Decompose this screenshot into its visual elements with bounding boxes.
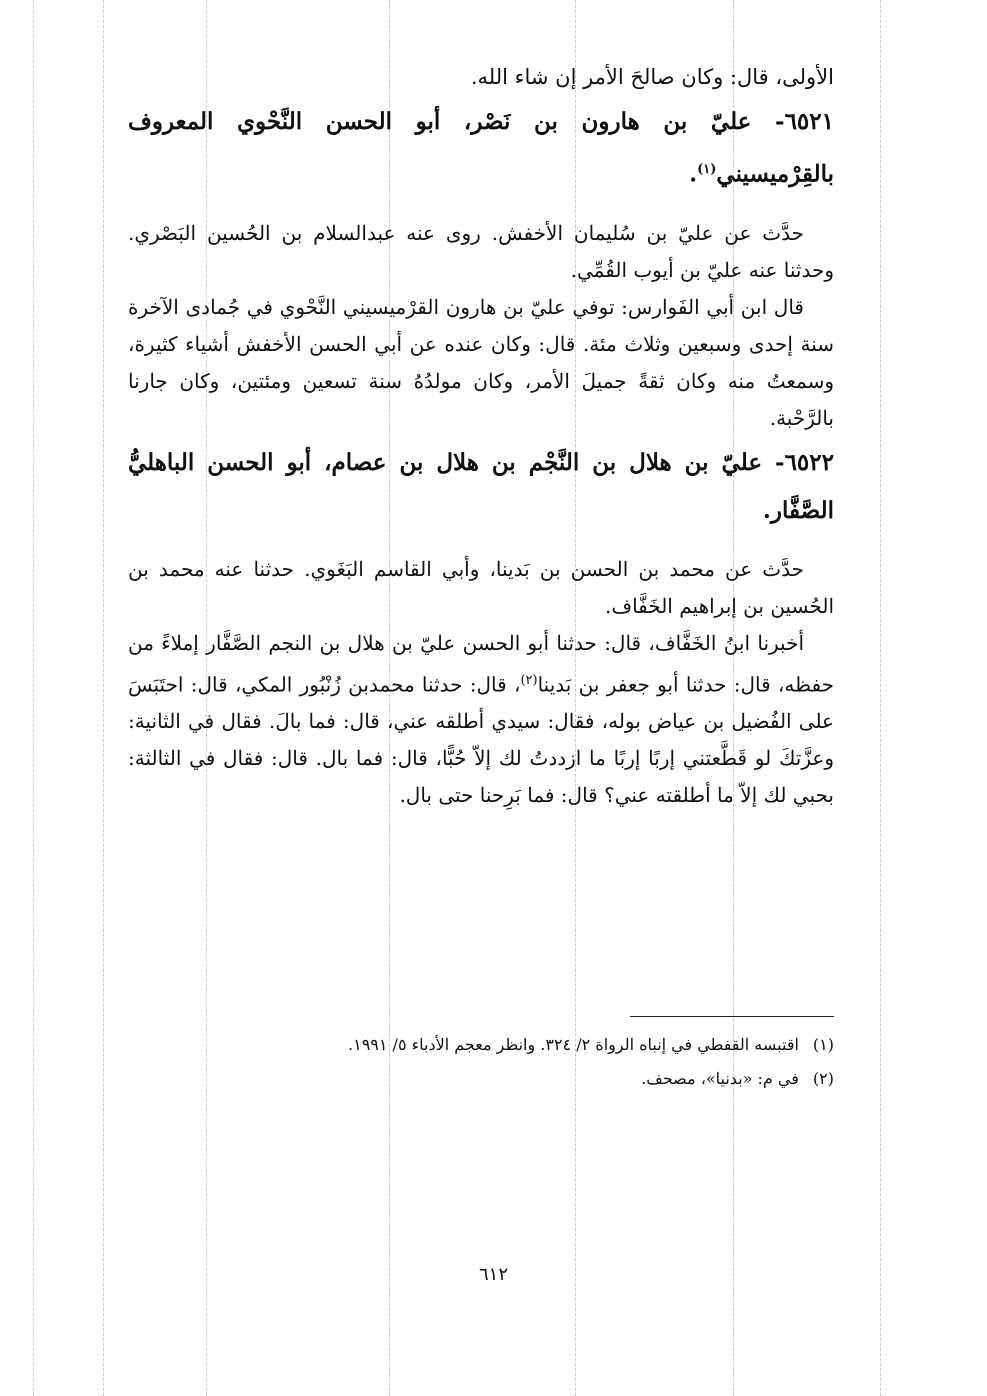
footnotes [128,1028,834,1096]
footnote-ref: (١) [697,162,717,177]
scan-guide-line [103,0,104,1396]
paragraph: حدَّث عن محمد بن الحسن بن بَدينا، وأبي القاسم البَغَوي. حدثنا عنه محمد بن الحُسين بن إبراهيم الخَفَّاف. [128,556,834,618]
footnote-ref: (٢) [520,672,538,688]
footnote-divider [630,1016,834,1017]
entry-heading: ٦٥٢٢- عليّ بن هلال بن النَّجْم بن هلال بن عصام، أبو الحسن الباهليُّ الصَّفَّار. [128,448,834,524]
footnote-item [128,1062,834,1096]
entry-heading [128,98,834,199]
footnote-item [128,1028,834,1062]
entry-heading-end: . [689,160,698,188]
scan-guide-line [880,0,881,1396]
footnote-text: في م: «بدنيا»، مصحف. [641,1069,799,1088]
page-number: ٦١٢ [478,1264,508,1285]
paragraph: قال ابن أبي الفَوارس: توفي عليّ بن هارون القرْميسيني النَّحْوي في جُمادى الآخرة سنة إحدى وسبعين وثلاث مئة. قال: وكان عنده عن أبي الحسن الأخفش أشياء كثيرة، وسمعتُ منه وكان ثقةً جميلَ الأمر، وكان مولدُهُ سنة تسعين ومئتين، وكان جارنا بالرَّحْبة. [128,294,834,430]
paragraph [128,625,834,815]
footnote-number: (٢) [812,1069,834,1088]
footnote-number: (١) [812,1035,834,1054]
paragraph-part: أخبرنا ابنُ الخَفَّاف، قال: حدثنا أبو الحسن عليّ بن هلال بن النجم الصَّفَّار إملاءً من حفظه، قال: حدثنا أبو جعفر بن بَدينا [128,630,834,697]
page-body [128,58,834,814]
scan-guide-line [33,0,34,1396]
paragraph: حدَّث عن عليّ بن سُليمان الأخفش. روى عنه عبدالسلام بن الحُسين البَصْري. وحدثنا عنه عليّ بن أيوب القُمِّي. [128,220,834,282]
footnote-text: اقتبسه القفطي في إنباه الرواة ٢/ ٣٢٤. وانظر معجم الأدباء ٥/ ١٩٩١. [348,1035,799,1054]
paragraph-part: ، قال: حدثنا محمدبن زُنْبُور المكي، قال: احتَبَسَ على الفُضيل بن عياض بوله، فقال: سيدي أطلقه عني، قال: فما بالَ. فقال في الثانية: وعزَّتكَ لو قَطَّعتني إربًا إربًا ما ازددتُ لك إلاّ حُبًّا، قال: فما بال. قال: فقال في الثالثة: بحبي لك إلاّ ما أطلقته عني؟ قال: فما بَرِحنا حتى بال. [128,672,834,808]
entry-heading-text: ٦٥٢١- عليّ بن هارون بن نَصْر، أبو الحسن النَّحْوي المعروف بالقِرْميسيني [128,108,834,188]
opening-line: الأولى، قال: وكان صالحَ الأمر إن شاء الله. [470,65,834,89]
